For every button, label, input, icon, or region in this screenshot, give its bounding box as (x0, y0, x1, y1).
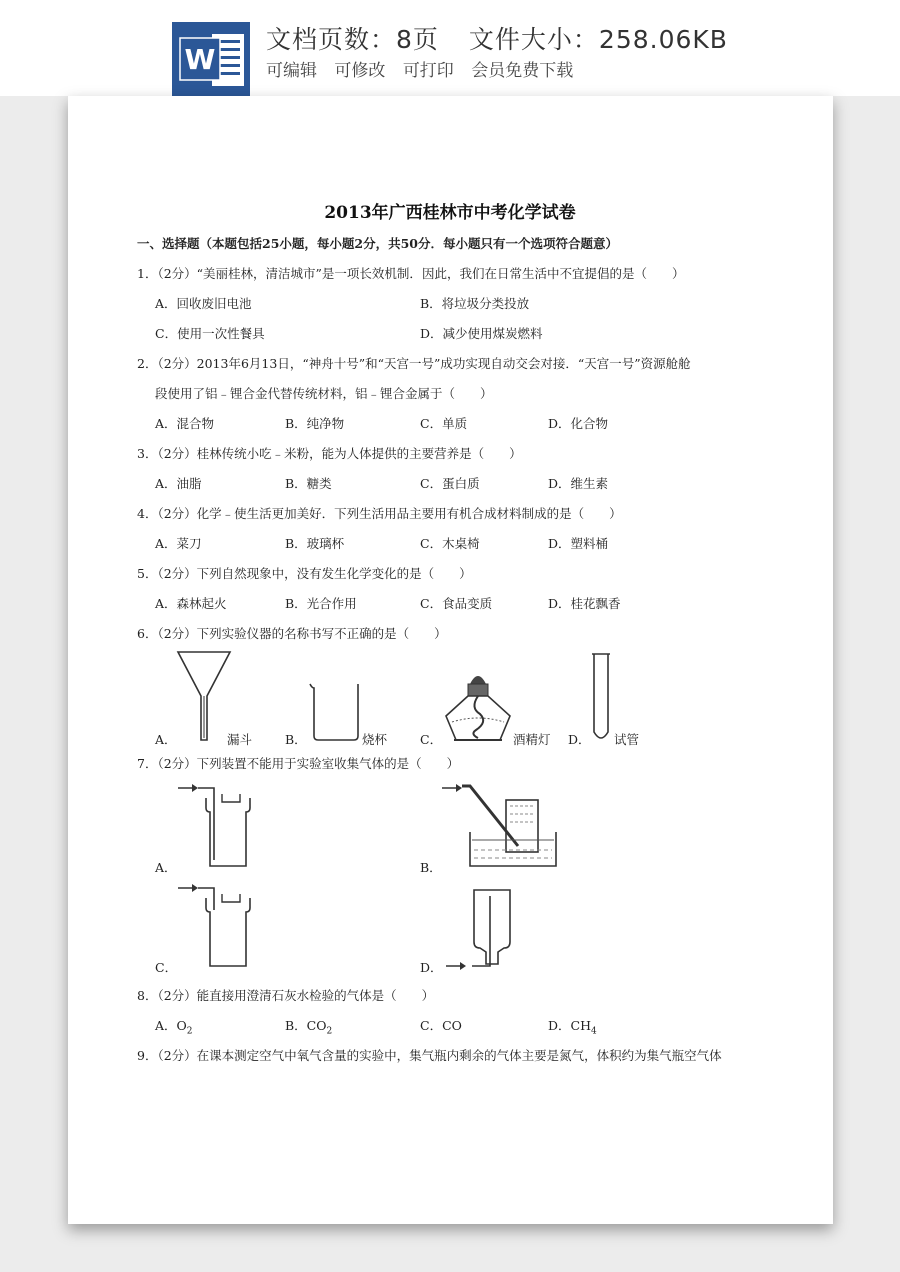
question-1: 1．（2分）“美丽桂林，清洁城市”是一项长效机制．因此，我们在日常生活中不宜提倡的是（ ） (137, 266, 685, 281)
question-4: 4．（2分）化学﹣使生活更加美好．下列生活用品主要用有机合成材料制成的是（ ） (137, 506, 622, 521)
q2-option-c: C．单质 (420, 416, 468, 431)
q2-option-a: A．混合物 (155, 416, 215, 431)
q6-option-d: D． (568, 732, 591, 747)
question-2-continued: 段使用了铝﹣锂合金代替传统材料，铝﹣锂合金属于（ ） (155, 386, 493, 401)
question-3: 3．（2分）桂林传统小吃﹣米粉，能为人体提供的主要营养是（ ） (137, 446, 522, 461)
q6-label-tube: 试管 (614, 732, 640, 747)
question-8: 8．（2分）能直接用澄清石灰水检验的气体是（ ） (137, 988, 435, 1003)
alcohol-lamp-figure (440, 668, 516, 744)
q6-option-c: C． (420, 732, 443, 747)
funnel-figure (176, 650, 232, 742)
question-5: 5．（2分）下列自然现象中，没有发生化学变化的是（ ） (137, 566, 472, 581)
q7-option-b: B． (420, 860, 442, 875)
q8-option-a: A．$O_2$ (155, 1018, 193, 1037)
exam-title: 2013年广西桂林市中考化学试卷 (324, 203, 576, 223)
q4-option-b: B．玻璃杯 (285, 536, 345, 551)
q2-option-d: D．化合物 (548, 416, 609, 431)
q3-option-d: D．维生素 (548, 476, 609, 491)
q8-option-d: D．$CH_4$ (548, 1018, 597, 1037)
file-size: 文件大小：258.06KB (468, 25, 728, 54)
feature-editable: 可编辑 (266, 61, 317, 81)
feature-printable: 可打印 (402, 61, 454, 81)
q5-option-b: B．光合作用 (285, 596, 357, 611)
q6-label-beaker: 烧杯 (362, 732, 388, 747)
q6-label-funnel: 漏斗 (227, 732, 253, 747)
question-7: 7．（2分）下列装置不能用于实验室收集气体的是（ ） (137, 756, 460, 771)
water-trough-b-figure (440, 780, 560, 870)
q6-label-lamp: 酒精灯 (513, 732, 551, 747)
gas-bottle-c-figure (176, 880, 252, 970)
q8-option-c: C．CO (420, 1018, 462, 1033)
q4-option-c: C．木桌椅 (420, 536, 480, 551)
file-info (266, 20, 728, 56)
q6-option-b: B． (285, 732, 307, 747)
page-count: 文档页数：8页 (266, 25, 439, 54)
q5-option-c: C．食品变质 (420, 596, 493, 611)
q5-option-d: D．桂花飘香 (548, 596, 621, 611)
question-9: 9．（2分）在课本测定空气中氧气含量的实验中，集气瓶内剩余的气体主要是氮气，体积约为集气瓶空气体 (137, 1048, 722, 1063)
q1-option-a: A．回收废旧电池 (155, 296, 252, 311)
q8-option-b: B．$CO_2$ (285, 1018, 333, 1037)
q1-option-d: D．减少使用煤炭燃料 (420, 326, 543, 341)
inverted-bottle-d-figure (444, 886, 524, 976)
question-2: 2．（2分）2013年6月13日，“神舟十号”和“天宫一号”成功实现自动交会对接．“天宫一号”资源舱舱 (137, 356, 691, 371)
q3-option-a: A．油脂 (155, 476, 202, 491)
feature-list (266, 56, 581, 81)
q7-option-a: A． (155, 860, 177, 875)
q2-option-b: B．纯净物 (285, 416, 345, 431)
q1-option-b: B．将垃圾分类投放 (420, 296, 530, 311)
q6-option-a: A． (155, 732, 177, 747)
q7-option-c: C． (155, 960, 178, 975)
section-heading: 一、选择题（本题包括25小题，每小题2分，共50分．每小题只有一个选项符合题意） (137, 236, 618, 251)
q4-option-d: D．塑料桶 (548, 536, 609, 551)
test-tube-figure (590, 652, 612, 744)
header-banner (0, 0, 900, 96)
logo-letter: W (184, 43, 216, 76)
gas-bottle-a-figure (176, 780, 252, 870)
question-6: 6．（2分）下列实验仪器的名称书写不正确的是（ ） (137, 626, 447, 641)
q7-option-d: D． (420, 960, 443, 975)
feature-member-download: 会员免费下载 (471, 61, 574, 81)
beaker-figure (306, 682, 362, 742)
q3-option-c: C．蛋白质 (420, 476, 480, 491)
q1-option-c: C．使用一次性餐具 (155, 326, 265, 341)
q5-option-a: A．森林起火 (155, 596, 227, 611)
q4-option-a: A．菜刀 (155, 536, 202, 551)
feature-modifiable: 可修改 (334, 61, 386, 81)
word-logo-icon (172, 22, 250, 96)
q3-option-b: B．糖类 (285, 476, 332, 491)
